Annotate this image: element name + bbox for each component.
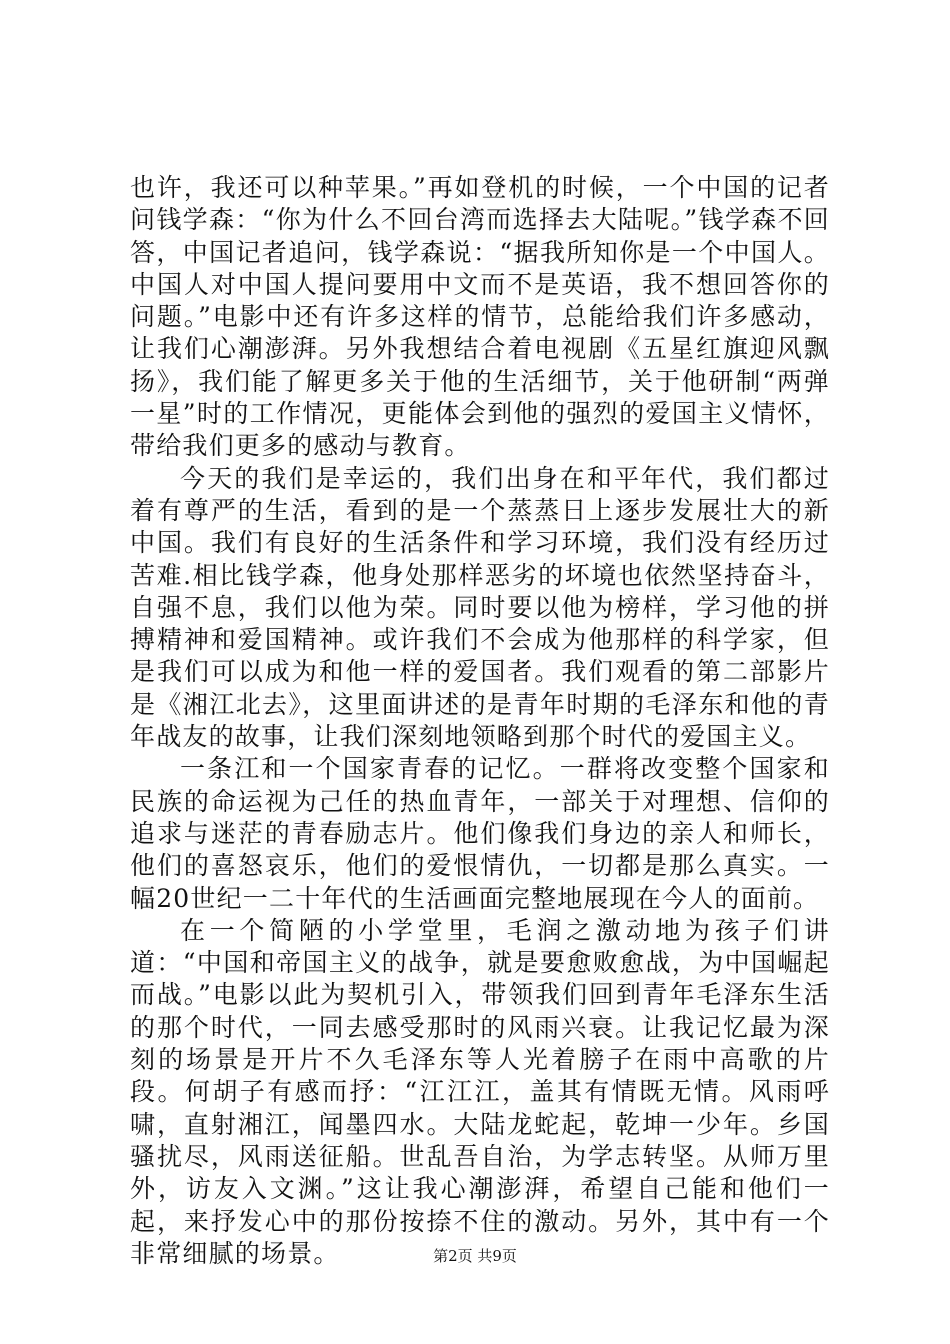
- document-body: [130, 172, 830, 1270]
- paragraph-4: 在一个简陋的小学堂里，毛润之激动地为孩子们讲道：“中国和帝国主义的战争，就是要愈败愈战，为中国崛起而战。”电影以此为契机引入，带领我们回到青年毛泽东生活的那个时代，一同去感受那时的风雨兴衰。让我记忆最为深刻的场景是开片不久毛泽东等人光着膀子在雨中高歌的片段。何胡子有感而抒：“江江江，盖其有情既无情。风雨呼啸，直射湘江，闻墨四水。大陆龙蛇起，乾坤一少年。乡国骚扰尽，风雨送征船。世乱吾自治，为学志转坚。从师万里外，访友入文渊。”这让我心潮澎湃，希望自己能和他们一起，来抒发心中的那份按捺不住的激动。另外，其中有一个非常细腻的场景。: [130, 915, 830, 1268]
- paragraph-1: 也许，我还可以种苹果。”再如登机的时候，一个中国的记者问钱学森：“你为什么不回台湾而选择去大陆呢。”钱学森不回答，中国记者追问，钱学森说：“据我所知你是一个中国人。中国人对中国人提问要用中文而不是英语，我不想回答你的问题。”电影中还有许多这样的情节，总能给我们许多感动，让我们心潮澎湃。另外我想结合着电视剧《五星红旗迎风飘扬》，我们能了解更多关于他的生活细节，关于他研制“两弹一星”时的工作情况，更能体会到他的强烈的爱国主义情怀，带给我们更多的感动与教育。: [130, 173, 830, 461]
- paragraph-3: 一条江和一个国家青春的记忆。一群将改变整个国家和民族的命运视为己任的热血青年，一部关于对理想、信仰的追求与迷茫的青春励志片。他们像我们身边的亲人和师长，他们的喜怒哀乐，他们的爱恨情仇，一切都是那么真实。一幅20世纪一二十年代的生活画面完整地展现在今人的面前。: [130, 754, 830, 913]
- page-number-footer: 第2页 共9页: [433, 1247, 517, 1265]
- paragraph-2: 今天的我们是幸运的，我们出身在和平年代，我们都过着有尊严的生活，看到的是一个蒸蒸日上逐步发展壮大的新中国。我们有良好的生活条件和学习环境，我们没有经历过苦难.相比钱学森，他身处那样恶劣的坏境也依然坚持奋斗，自强不息，我们以他为荣。同时要以他为榜样，学习他的拼搏精神和爱国精神。或许我们不会成为他那样的科学家，但是我们可以成为和他一样的爱国者。我们观看的第二部影片是《湘江北去》，这里面讲述的是青年时期的毛泽东和他的青年战友的故事，让我们深刻地领略到那个时代的爱国主义。: [130, 463, 830, 752]
